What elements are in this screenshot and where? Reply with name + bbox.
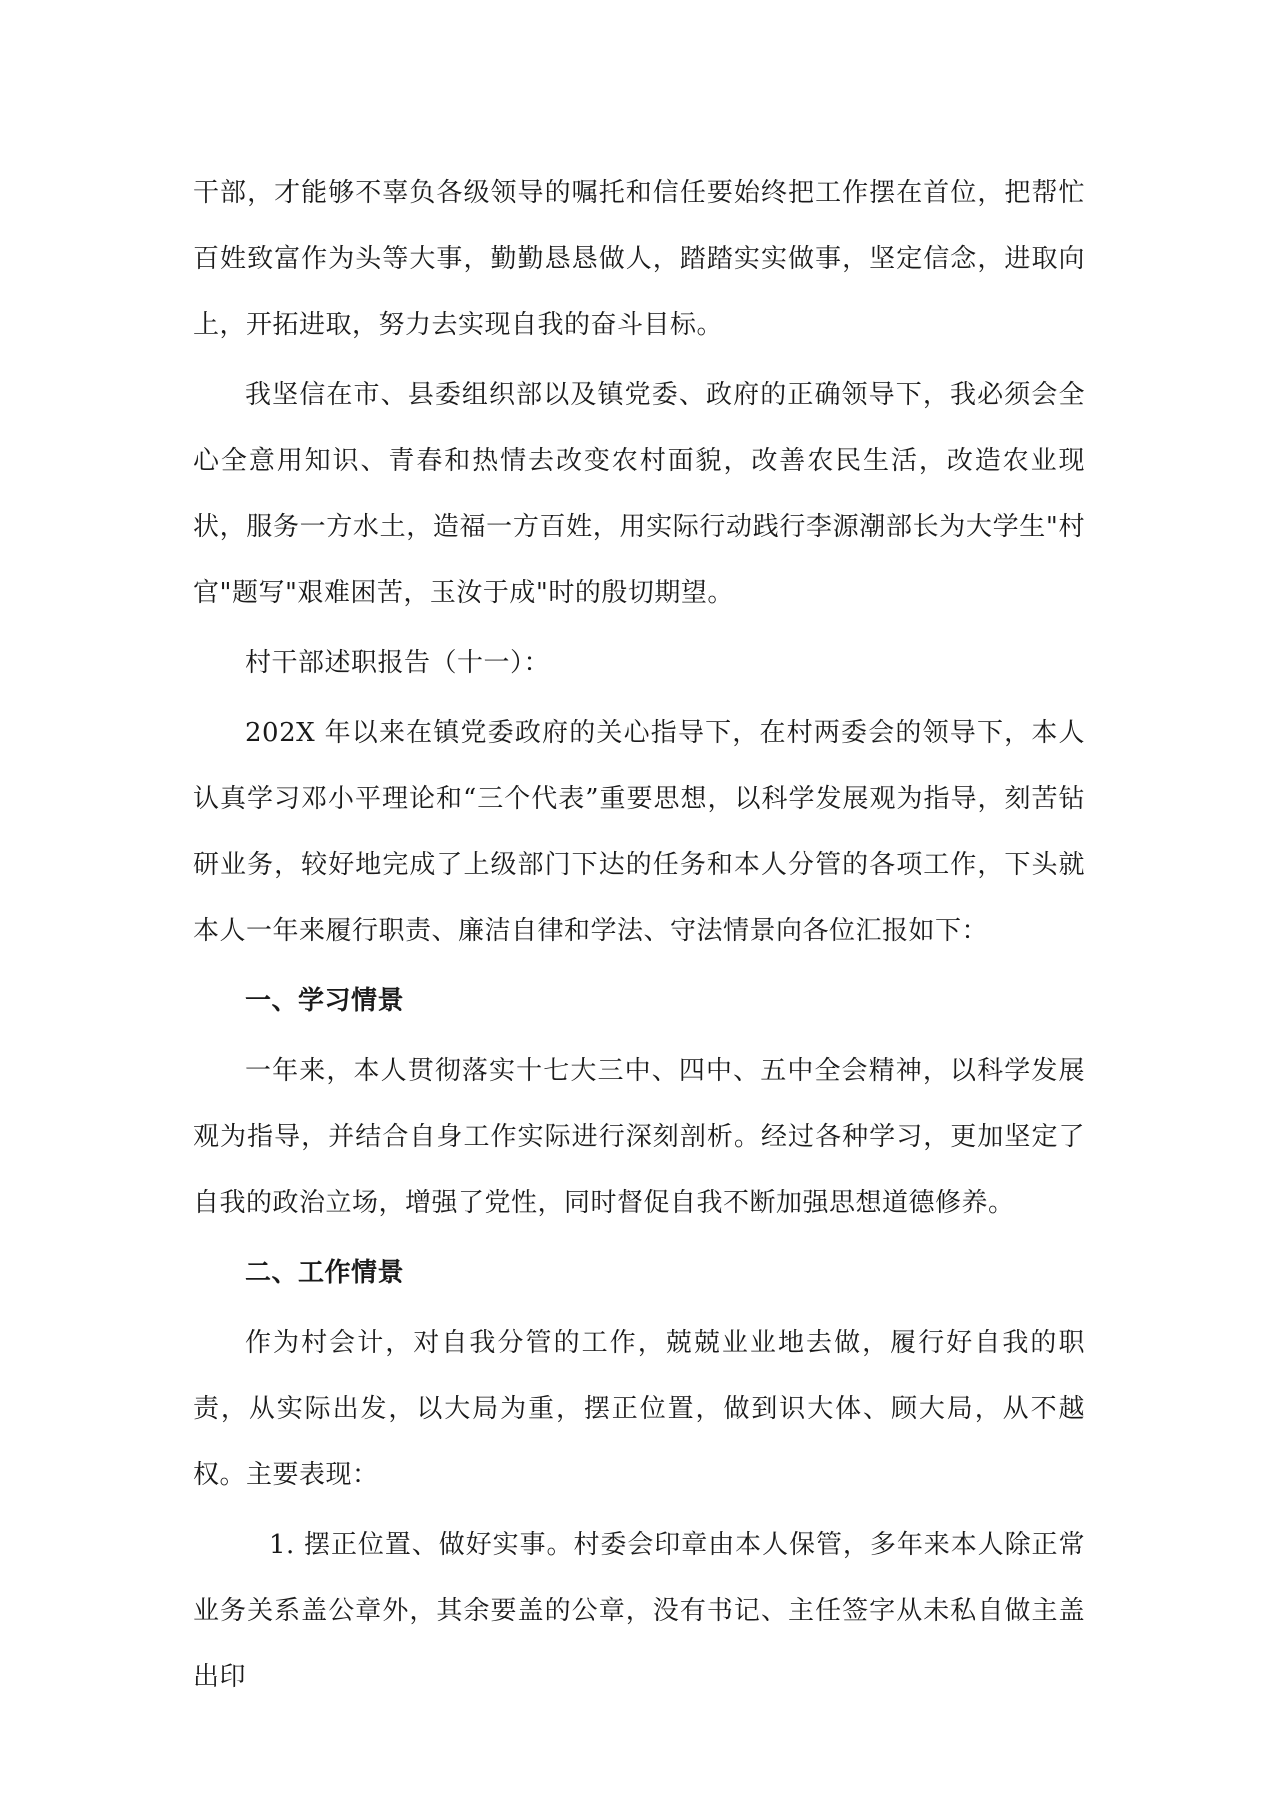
section-heading-work: 二、工作情景	[245, 1258, 405, 1288]
paragraph-body: 202X 年以来在镇党委政府的关心指导下，在村两委会的领导下，本人认真学习邓小平理论和“三个代表”重要思想，以科学发展观为指导，刻苦钻研业务，较好地完成了上级部门下达的任务和本人分管的各项工作，下头就本人一年来履行职责、廉洁自律和学法、守法情景向各位汇报如下：	[193, 718, 1085, 946]
numbered-item: 1. 摆正位置、做好实事。村委会印章由本人保管，多年来本人除正常业务关系盖公章外，其余要盖的公章，没有书记、主任签字从未私自做主盖出印	[193, 1530, 1085, 1692]
report-title: 村干部述职报告（十一）：	[245, 648, 551, 678]
paragraph-continuation: 干部，才能够不辜负各级领导的嘱托和信任要始终把工作摆在首位，把帮忙百姓致富作为头等大事，勤勤恳恳做人，踏踏实实做事，坚定信念，进取向上，开拓进取，努力去实现自我的奋斗目标。	[193, 178, 1085, 340]
section-heading-study: 一、学习情景	[245, 986, 405, 1016]
document-page	[193, 160, 1085, 1714]
paragraph-body: 一年来，本人贯彻落实十七大三中、四中、五中全会精神，以科学发展观为指导，并结合自身工作实际进行深刻剖析。经过各种学习，更加坚定了自我的政治立场，增强了党性，同时督促自我不断加强思想道德修养。	[193, 1056, 1085, 1218]
paragraph-body: 我坚信在市、县委组织部以及镇党委、政府的正确领导下，我必须会全心全意用知识、青春和热情去改变农村面貌，改善农民生活，改造农业现状，服务一方水土，造福一方百姓，用实际行动践行李源潮部长为大学生"村官"题写"艰难困苦，玉汝于成"时的殷切期望。	[193, 380, 1085, 608]
paragraph-body: 作为村会计，对自我分管的工作，兢兢业业地去做，履行好自我的职责，从实际出发，以大局为重，摆正位置，做到识大体、顾大局，从不越权。主要表现：	[193, 1328, 1085, 1490]
